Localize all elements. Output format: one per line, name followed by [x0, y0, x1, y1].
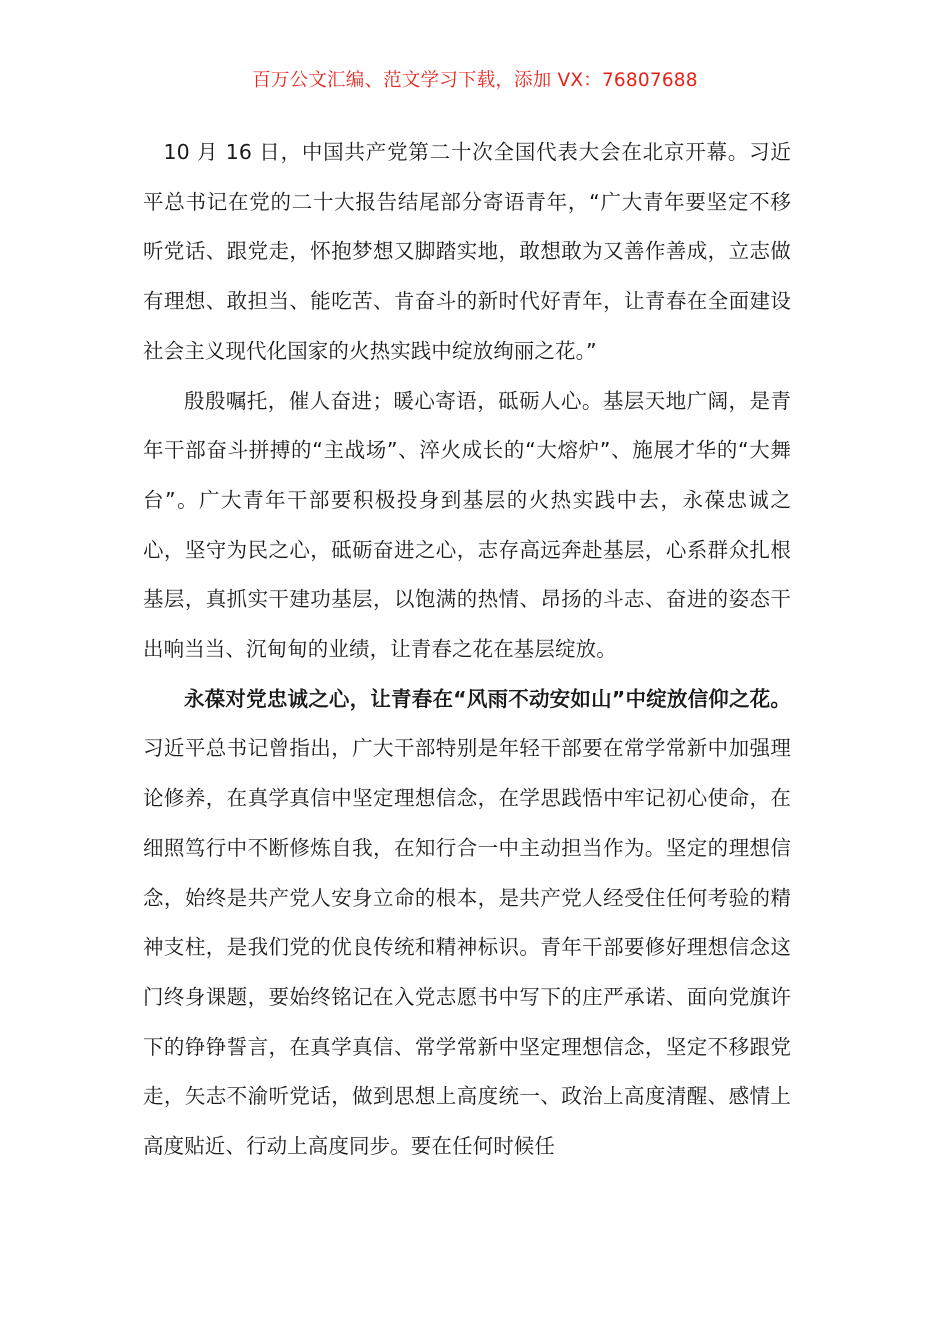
paragraph-1: 10 月 16 日，中国共产党第二十次全国代表大会在北京开幕。习近平总书记在党的二十大报告结尾部分寄语青年，“广大青年要坚定不移听党话、跟党走，怀抱梦想又脚踏实地，敢想敢为又善作善成，立志做有理想、敢担当、能吃苦、肯奋斗的新时代好青年，让青春在全面建设社会主义现代化国家的火热实践中绽放绚丽之花。”	[143, 140, 791, 363]
paragraph-3	[143, 675, 791, 1172]
header-watermark-text: 百万公文汇编、范文学习下载，添加 VX：76807688	[252, 70, 698, 91]
paragraph-3-text: 习近平总书记曾指出，广大干部特别是年轻干部要在常学常新中加强理论修养，在真学真信中坚定理想信念，在学思践悟中牢记初心使命，在细照笃行中不断修炼自我，在知行合一中主动担当作为。坚定的理想信念，始终是共产党人安身立命的根本，是共产党人经受住任何考验的精神支柱，是我们党的优良传统和精神标识。青年干部要修好理想信念这门终身课题，要始终铭记在入党志愿书中写下的庄严承诺、面向党旗许下的铮铮誓言，在真学真信、常学常新中坚定理想信念，坚定不移跟党走，矢志不渝听党话，做到思想上高度统一、政治上高度清醒、感情上高度贴近、行动上高度同步。要在任何时候任	[143, 736, 791, 1159]
paragraph-2: 殷殷嘱托，催人奋进；暖心寄语，砥砺人心。基层天地广阔，是青年干部奋斗拼搏的“主战场”、淬火成长的“大熔炉”、施展才华的“大舞台”。广大青年干部要积极投身到基层的火热实践中去，永葆忠诚之心，坚守为民之心，砥砺奋进之心，志存高远奔赴基层，心系群众扎根基层，真抓实干建功基层，以饱满的热情、昂扬的斗志、奋进的姿态干出响当当、沉甸甸的业绩，让青春之花在基层绽放。	[143, 388, 791, 662]
paragraph-3-bold-lead: 永葆对党忠诚之心，让青春在“风雨不动安如山”中绽放信仰之花。	[184, 686, 791, 711]
document-body	[143, 128, 791, 1172]
